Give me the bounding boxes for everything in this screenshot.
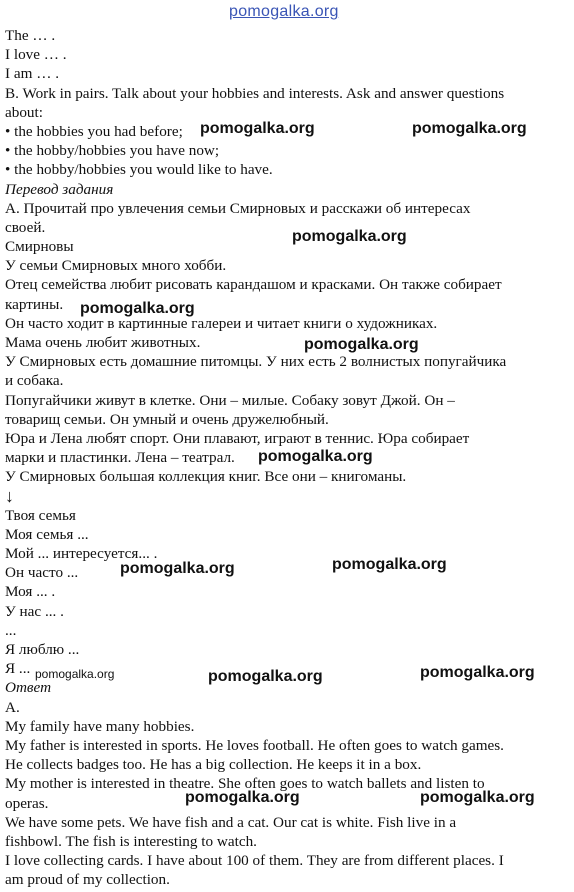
watermark: pomogalka.org [185, 789, 300, 806]
text-line: Я ... [5, 660, 31, 678]
text-line: Юра и Лена любят спорт. Они плавают, играют в теннис. Юра собирает [5, 429, 470, 447]
text-line: и собака. [5, 372, 64, 390]
text-line: У Смирновых есть домашние питомцы. У них есть 2 волнистых попугайчика [5, 353, 507, 371]
text-line: am proud of my collection. [5, 871, 170, 889]
text-line: My father is interested in sports. He loves football. He often goes to watch games. [5, 736, 504, 754]
text-line: My mother is interested in theatre. She often goes to watch ballets and listen to [5, 775, 485, 793]
watermark: pomogalka.org [80, 300, 195, 317]
watermark: pomogalka.org [200, 120, 315, 137]
text-line: Попугайчики живут в клетке. Они – милые. Собаку зовут Джой. Он – [5, 391, 455, 409]
text-line: My family have many hobbies. [5, 717, 195, 735]
text-line: товарищ семьи. Он умный и очень дружелюбный. [5, 410, 329, 428]
watermark: pomogalka.org [120, 560, 235, 577]
text-line: I love … . [5, 46, 67, 64]
text-line: У Смирновых большая коллекция книг. Все они – книгоманы. [5, 468, 407, 486]
text-line: We have some pets. We have fish and a cat. Our cat is white. Fish live in a [5, 813, 457, 831]
watermark: pomogalka.org [420, 789, 535, 806]
text-line: А. Прочитай про увлечения семьи Смирновых и расскажи об интересах [5, 199, 471, 217]
watermark: pomogalka.org [412, 120, 527, 137]
watermark: pomogalka.org [35, 667, 115, 681]
watermark: pomogalka.org [258, 448, 373, 465]
text-line: У нас ... . [5, 602, 64, 620]
watermark: pomogalka.org [292, 228, 407, 245]
text-line: Мама очень любит животных. [5, 334, 201, 351]
text-line: Отец семейства любит рисовать карандашом и красками. Он также собирает [5, 276, 502, 294]
task-b-heading: B. Work in pairs. Talk about your hobbies and interests. Ask and answer questions [5, 84, 505, 102]
site-watermark-link[interactable]: pomogalka.org [229, 3, 339, 20]
down-arrow-icon: ↓ [5, 486, 14, 506]
text-line: Он часто ходит в картинные галереи и читает книги о художниках. [5, 314, 438, 332]
text-line: The … . [5, 27, 56, 44]
text-line: I love collecting cards. I have about 100 of them. They are from different places. I [5, 852, 504, 870]
text-line: He collects badges too. He has a big collection. He keeps it in a box. [5, 756, 422, 774]
text-line: У семьи Смирновых много хобби. [5, 257, 227, 275]
bullet-item: • the hobby/hobbies you have now; [5, 142, 220, 160]
text-line: Мой ... интересуется... . [5, 545, 158, 563]
text-line: Он часто ... [5, 564, 79, 582]
text-line: Твоя семья [5, 506, 76, 524]
text-line: A. [5, 698, 20, 716]
text-line: своей. [5, 218, 46, 236]
bullet-item: • the hobby/hobbies you would like to have. [5, 161, 273, 179]
text-line: Моя ... . [5, 583, 56, 601]
text-line: ... [5, 621, 17, 639]
bullet-item: • the hobbies you had before; [5, 122, 183, 140]
text-line: fishbowl. The fish is interesting to watch. [5, 832, 257, 850]
text-line: картины. [5, 295, 64, 313]
watermark: pomogalka.org [420, 664, 535, 681]
text-line: марки и пластинки. Лена – театрал. [5, 449, 235, 467]
text-line: about: [5, 103, 43, 121]
text-line: operas. [5, 794, 49, 812]
answer-heading: Ответ [5, 679, 52, 697]
translation-heading: Перевод задания [5, 180, 114, 198]
text-line: I am … . [5, 65, 59, 83]
text-line: Я люблю ... [5, 641, 80, 658]
text-line: Моя семья ... [5, 525, 89, 543]
text-line: Смирновы [5, 238, 74, 256]
watermark: pomogalka.org [208, 668, 323, 685]
watermark: pomogalka.org [304, 336, 419, 353]
watermark: pomogalka.org [332, 556, 447, 573]
